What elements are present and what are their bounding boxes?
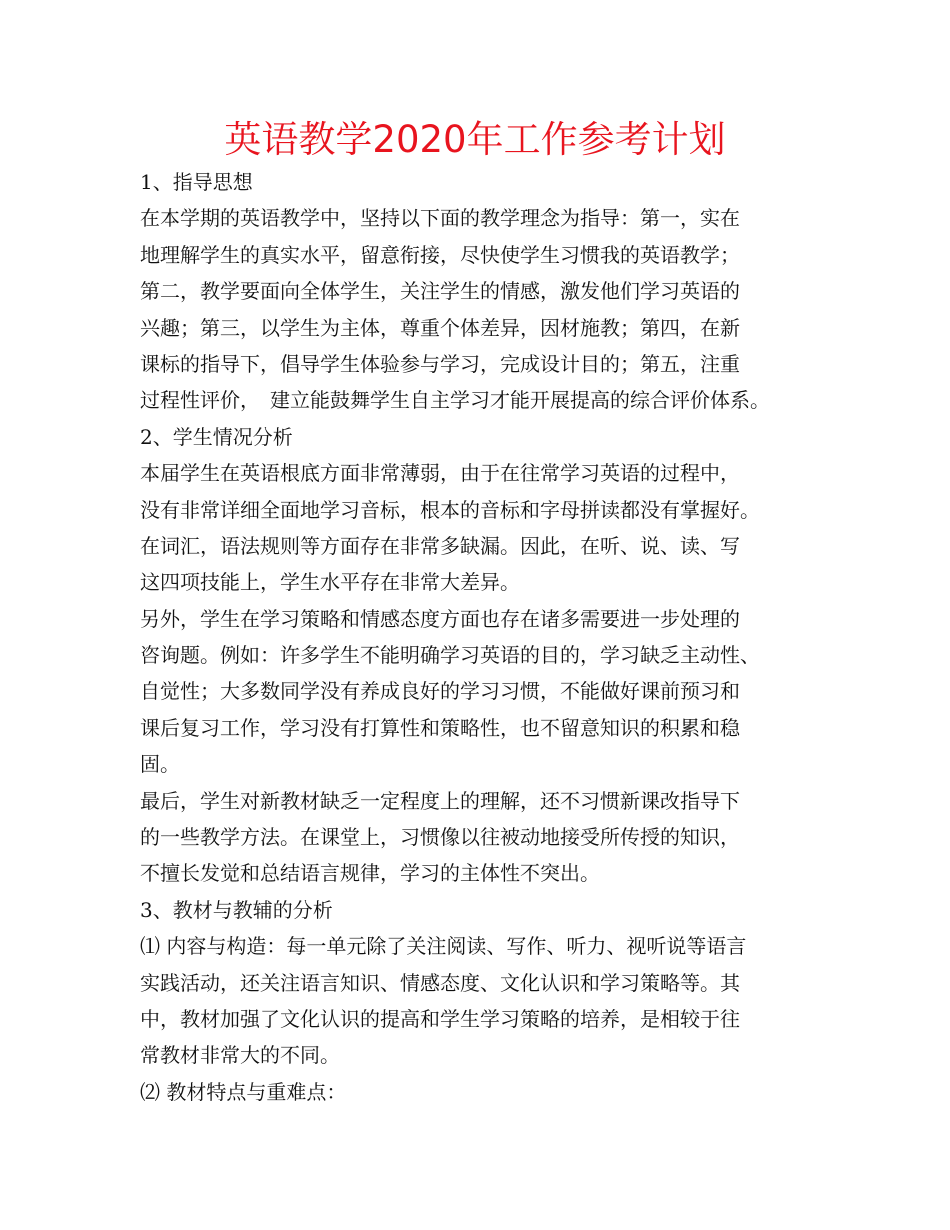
paragraph-line: 自觉性；大多数同学没有养成良好的学习习惯，不能做好课前预习和 (140, 679, 740, 704)
paragraph-line: 实践活动，还关注语言知识、情感态度、文化认识和学习策略等。其 (140, 970, 740, 995)
paragraph-line: ⑴ 内容与构造：每一单元除了关注阅读、写作、听力、视听说等语言 (140, 934, 747, 959)
paragraph-line: 本届学生在英语根底方面非常薄弱，由于在往常学习英语的过程中， (140, 461, 740, 486)
paragraph-line: 在词汇，语法规则等方面存在非常多缺漏。因此，在听、说、读、写 (140, 533, 740, 558)
paragraph-line: 常教材非常大的不同。 (140, 1043, 340, 1068)
document-title: 英语教学2020年工作参考计划 (224, 118, 726, 161)
paragraph-line: 的一些教学方法。在课堂上，习惯像以往被动地接受所传授的知识， (140, 825, 740, 850)
subheading-features: ⑵ 教材特点与重难点： (140, 1079, 347, 1104)
paragraph-line: 第二，教学要面向全体学生，关注学生的情感，激发他们学习英语的 (140, 279, 740, 304)
paragraph-line: 另外，学生在学习策略和情感态度方面也存在诸多需要进一步处理的 (140, 606, 740, 631)
heading-guiding-ideology: 1、指导思想 (140, 170, 253, 194)
paragraph-line: 咨询题。例如：许多学生不能明确学习英语的目的，学习缺乏主动性、 (140, 643, 760, 668)
paragraph-line: 固。 (140, 752, 180, 777)
paragraph-line: 中，教材加强了文化认识的提高和学生学习策略的培养，是相较于往 (140, 1006, 740, 1031)
paragraph-line: 课后复习工作，学习没有打算性和策略性，也不留意知识的积累和稳 (140, 715, 740, 740)
heading-student-analysis: 2、学生情况分析 (140, 424, 293, 449)
paragraph-line: 这四项技能上，学生水平存在非常大差异。 (140, 570, 520, 595)
paragraph-line: 过程性评价， 建立能鼓舞学生自主学习才能开展提高的综合评价体系。 (140, 388, 770, 413)
paragraph-line: 不擅长发觉和总结语言规律，学习的主体性不突出。 (140, 861, 600, 886)
paragraph-line: 在本学期的英语教学中，坚持以下面的教学理念为指导：第一，实在 (140, 206, 740, 231)
document-body (140, 164, 830, 1110)
paragraph-line: 课标的指导下，倡导学生体验参与学习，完成设计目的；第五，注重 (140, 351, 740, 376)
paragraph-line: 最后，学生对新教材缺乏一定程度上的理解，还不习惯新课改指导下 (140, 788, 740, 813)
heading-textbook-analysis: 3、教材与教辅的分析 (140, 897, 333, 922)
paragraph-line: 没有非常详细全面地学习音标，根本的音标和字母拼读都没有掌握好。 (140, 497, 760, 522)
paragraph-line: 地理解学生的真实水平，留意衔接，尽快使学生习惯我的英语教学； (140, 242, 740, 267)
paragraph-line: 兴趣；第三，以学生为主体，尊重个体差异，因材施教；第四，在新 (140, 315, 740, 340)
